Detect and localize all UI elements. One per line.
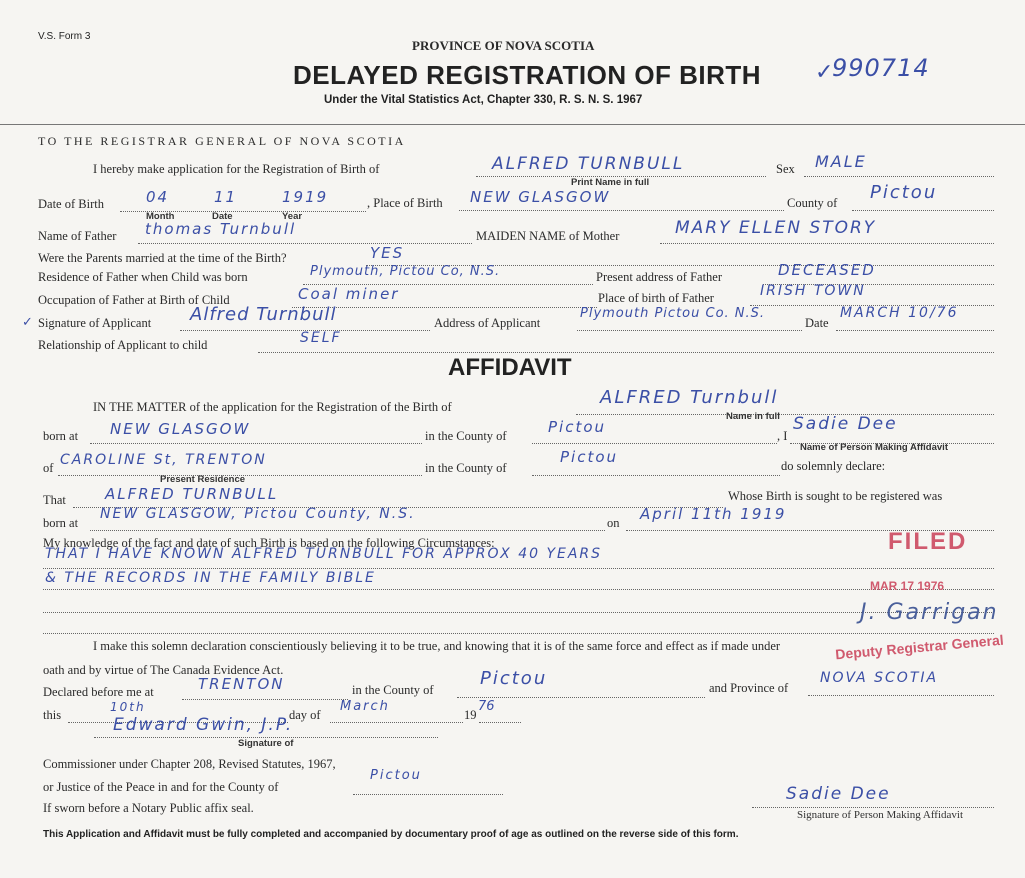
married-value[interactable]: YES [370,244,405,262]
addressee: TO THE REGISTRAR GENERAL OF NOVA SCOTIA [38,134,406,148]
declaration-line-2: oath and by virtue of The Canada Evidence Act. [43,663,284,677]
county3-line [457,697,705,698]
county3-value[interactable]: Pictou [480,668,548,689]
month-value[interactable]: March [340,699,390,714]
father-label: Name of Father [38,229,117,243]
born-at-label: born at [43,429,79,443]
place-line [459,210,784,211]
of-value[interactable]: CAROLINE St, TRENTON [60,452,267,468]
form-subtitle: Under the Vital Statistics Act, Chapter 330, R. S. N. S. 1967 [324,94,643,106]
affiant-name[interactable]: Sadie Dee [793,414,898,434]
affidavit-county-value[interactable]: Pictou [548,418,607,436]
i-label: , I [777,429,788,443]
county-line [532,443,777,444]
commissioner-signature[interactable]: Edward Gwin, J.P. [113,715,294,735]
province-heading: PROVINCE OF NOVA SCOTIA [412,38,595,53]
sex-label: Sex [776,162,795,176]
year-prefix: 19 [464,708,477,722]
married-label: Were the Parents married at the time of the Birth? [38,251,287,265]
county-line [852,210,994,211]
residence-value[interactable]: Plymouth, Pictou Co, N.S. [310,264,501,279]
affiant-signature[interactable]: Sadie Dee [786,784,891,804]
circumstance-line-4 [43,633,994,634]
commissioner-label: Commissioner under Chapter 208, Revised Statutes, 1967, [43,757,336,771]
applicant-signature[interactable]: Alfred Turnbull [190,304,337,325]
matter-name[interactable]: ALFRED Turnbull [600,387,779,408]
declared-line [182,699,348,700]
matter-name-caption: Name in full [726,411,780,422]
dob-month[interactable]: 04 [146,188,170,206]
relationship-line [258,352,994,353]
residence-label: Residence of Father when Child was born [38,270,248,284]
justice-county-line [353,794,503,795]
occupation-label: Occupation of Father at Birth of Child [38,293,230,307]
applicant-address-label: Address of Applicant [434,316,541,330]
form-id: V.S. Form 3 [38,31,91,42]
that-label: That [43,493,66,507]
date-caption: Date [212,211,233,222]
year-caption: Year [282,211,303,222]
form-title: DELAYED REGISTRATION OF BIRTH [293,60,762,90]
month-caption: Month [146,211,175,222]
month-line [330,722,463,723]
born-at-line [90,443,422,444]
year-value[interactable]: 76 [478,699,495,714]
date-value[interactable]: MARCH 10/76 [840,305,959,321]
circumstance-2[interactable]: & THE RECORDS IN THE FAMILY BIBLE [45,570,376,586]
year-line [479,722,521,723]
day-of-label: day of [289,708,321,722]
born-at2-value[interactable]: NEW GLASGOW, Pictou County, N.S. [100,506,416,522]
relationship-label: Relationship of Applicant to child [38,338,208,352]
dob-year[interactable]: 1919 [282,188,329,206]
father-birthplace-value[interactable]: IRISH TOWN [760,283,866,299]
applicant-address-value[interactable]: Plymouth Pictou Co. N.S. [580,306,766,321]
justice-label: or Justice of the Peace in and for the County of [43,780,279,794]
on-value[interactable]: April 11th 1919 [640,505,787,523]
father-birthplace-label: Place of birth of Father [598,291,714,305]
registrar-signature: J. Garrigan [860,600,999,625]
declare-label: do solemnly declare: [781,459,886,473]
deputy-registrar-stamp: Deputy Registrar General [834,631,1005,663]
reference-number: 990714 [832,54,930,82]
county-value[interactable]: Pictou [870,182,938,203]
affiant-signature-line [752,807,994,808]
mother-line [660,243,994,244]
matter-label: IN THE MATTER of the application for the Registration of the Birth of [93,400,452,414]
applicant-address-line [577,330,802,331]
declared-value[interactable]: TRENTON [198,675,285,693]
on-label: on [607,516,620,530]
occupation-value[interactable]: Coal miner [298,285,400,303]
this-label: this [43,708,62,722]
knowledge-label: My knowledge of the fact and date of such Birth is based on the following Circumstances: [43,536,495,550]
filed-date-stamp: MAR 17 1976 [870,579,945,593]
dob-date[interactable]: 11 [214,188,238,206]
signature-of-caption: Signature of [238,738,294,749]
occupation-line [292,307,597,308]
circumstance-line-3 [43,612,994,613]
footer-note: This Application and Affidavit must be fully completed and accompanied by documentary proof of age as outlined on the reverse side of this form. [43,829,739,840]
circumstance-line-1 [43,568,994,569]
justice-county-value[interactable]: Pictou [370,768,422,783]
day-value[interactable]: 10th [110,700,146,714]
date-line [836,330,994,331]
place-value[interactable]: NEW GLASGOW [470,188,611,206]
father-line [138,243,472,244]
affiant-caption: Name of Person Making Affidavit [800,442,948,453]
mother-value[interactable]: MARY ELLEN STORY [675,218,877,238]
sex-line [804,176,994,177]
of-label: of [43,461,54,475]
place-label: , Place of Birth [367,196,443,210]
residence-caption: Present Residence [160,474,246,485]
affiant-signature-caption: Signature of Person Making Affidavit [797,809,963,821]
present-father-value[interactable]: DECEASED [778,261,876,279]
county2-value[interactable]: Pictou [560,448,619,466]
that-value[interactable]: ALFRED TURNBULL [105,485,279,503]
province-label: and Province of [709,681,789,695]
circumstance-line-2 [43,589,994,590]
county2-label: in the County of [425,461,507,475]
checkmark-icon: ✓ [22,315,33,330]
child-name[interactable]: ALFRED TURNBULL [492,154,685,174]
filed-stamp: FILED [888,528,968,555]
circumstance-1[interactable]: THAT I HAVE KNOWN ALFRED TURNBULL FOR APPROX 40 YEARS [45,546,603,562]
signature-label: Signature of Applicant [38,316,152,330]
county-label: in the County of [425,429,507,443]
mother-label: MAIDEN NAME of Mother [476,229,620,243]
father-value[interactable]: thomas Turnbull [145,220,297,238]
sex-value[interactable]: MALE [815,152,867,171]
checkmark-icon: ✓ [815,60,834,85]
declaration-line-1: I make this solemn declaration conscientiously believing it to be true, and knowing that it is of the same force and effect as if made under [93,639,781,653]
present-father-label: Present address of Father [596,270,723,284]
affidavit-heading: AFFIDAVIT [448,354,572,381]
notary-label: If sworn before a Notary Public affix seal. [43,801,254,815]
dob-label: Date of Birth [38,197,104,211]
relationship-value[interactable]: SELF [300,330,342,346]
sought-label: Whose Birth is sought to be registered was [728,489,943,503]
born-at2-line [90,530,605,531]
born-at2-label: born at [43,516,79,530]
intro-label: I hereby make application for the Registration of Birth of [93,162,380,176]
header-rule [0,124,1025,125]
declared-label: Declared before me at [43,685,154,699]
date-label: Date [805,316,829,330]
born-at-value[interactable]: NEW GLASGOW [110,420,251,438]
county-label: County of [787,196,838,210]
province-value[interactable]: NOVA SCOTIA [820,670,939,686]
county2-line [532,475,780,476]
province-line [808,695,994,696]
county3-label: in the County of [352,683,434,697]
name-caption: Print Name in full [571,177,650,188]
matter-line [576,414,994,415]
